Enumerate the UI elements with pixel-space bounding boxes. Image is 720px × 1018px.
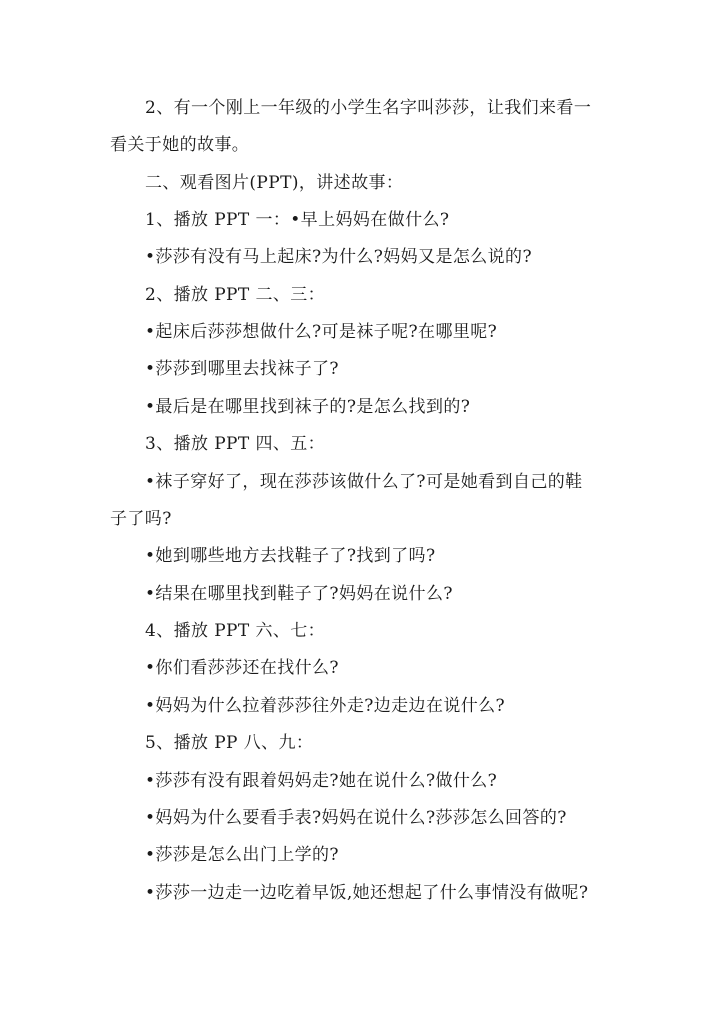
- bullet-item: •莎莎一边走一边吃着早饭,她还想起了什么事情没有做呢?: [145, 883, 589, 903]
- bullet-item: •她到哪些地方去找鞋子了?找到了吗?: [145, 546, 436, 566]
- bullet-item: •结果在哪里找到鞋子了?妈妈在说什么?: [145, 584, 453, 604]
- bullet-item: •最后是在哪里找到袜子的?是怎么找到的?: [145, 397, 471, 417]
- step-heading: 3、播放 PPT 四、五：: [145, 434, 326, 454]
- bullet-item: •莎莎有没有马上起床?为什么?妈妈又是怎么说的?: [145, 247, 532, 267]
- bullet-item: •莎莎到哪里去找袜子了?: [145, 359, 339, 379]
- step-heading: 4、播放 PPT 六、七：: [145, 621, 326, 641]
- bullet-item-continuation: 子了吗?: [110, 509, 172, 529]
- section-heading: 二、观看图片(PPT)，讲述故事：: [145, 173, 404, 193]
- step-heading: 1、播放 PPT 一：•早上妈妈在做什么?: [145, 210, 450, 230]
- paragraph-line: 看关于她的故事。: [110, 135, 250, 155]
- bullet-item: •袜子穿好了，现在莎莎该做什么了?可是她看到自己的鞋: [145, 472, 583, 492]
- bullet-item: •妈妈为什么拉着莎莎往外走?边走边在说什么?: [145, 696, 506, 716]
- step-heading: 5、播放 PP 八、九：: [145, 733, 314, 753]
- bullet-item: •妈妈为什么要看手表?妈妈在说什么?莎莎怎么回答的?: [145, 808, 567, 828]
- paragraph-line: 2、有一个刚上一年级的小学生名字叫莎莎，让我们来看一: [145, 98, 592, 118]
- bullet-item: •莎莎有没有跟着妈妈走?她在说什么?做什么?: [145, 771, 498, 791]
- step-heading: 2、播放 PPT 二、三：: [145, 285, 326, 305]
- bullet-item: •起床后莎莎想做什么?可是袜子呢?在哪里呢?: [145, 322, 498, 342]
- bullet-item: •莎莎是怎么出门上学的?: [145, 845, 339, 865]
- bullet-item: •你们看莎莎还在找什么?: [145, 658, 339, 678]
